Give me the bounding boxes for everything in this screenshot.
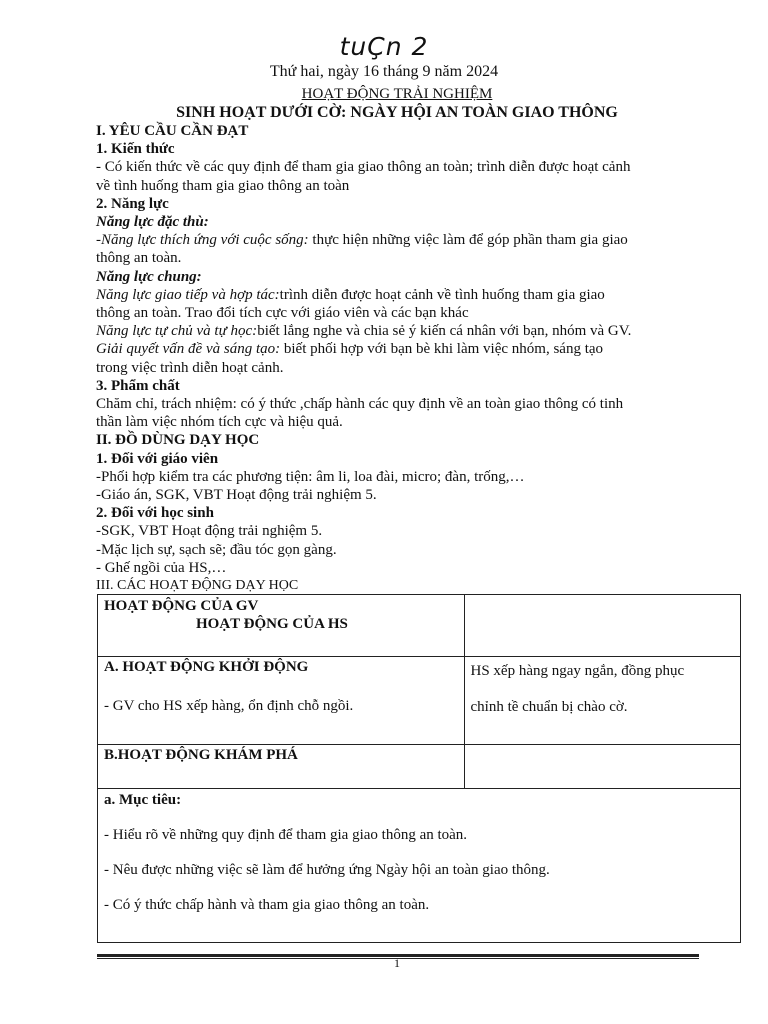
teacher-material-item: -Giáo án, SGK, VBT Hoạt động trải nghiệm 5. <box>96 487 377 504</box>
lesson-body <box>96 122 716 595</box>
objective-heading: a. Mục tiêu: <box>104 792 182 808</box>
self-study-text: biết lắng nghe và chia sẻ ý kiến cá nhân với bạn, nhóm và GV. <box>257 323 632 340</box>
week-title: tuÇn 2 <box>339 32 429 61</box>
problem-solving-line: trong việc trình diễn hoạt cảnh. <box>96 359 284 376</box>
section-requirements-heading: I. YÊU CẦU CẦN ĐẠT <box>96 123 249 139</box>
student-response-line: HS xếp hàng ngay ngắn, đồng phục <box>470 663 685 679</box>
table-cell <box>98 657 465 745</box>
explore-activity-heading: B.HOẠT ĐỘNG KHÁM PHÁ <box>104 747 298 763</box>
communication-line: thông an toàn. Trao đổi tích cực với giáo viên và các bạn khác <box>96 305 469 322</box>
specific-ability-line <box>96 231 716 249</box>
objective-line: - Nêu được những việc sẽ làm để hưởng ứng Ngày hội an toàn giao thông. <box>104 862 550 878</box>
knowledge-line: - Có kiến thức về các quy định để tham gia giao thông an toàn; trình diễn được hoạt cảnh <box>96 159 631 176</box>
activity-type-heading: HOẠT ĐỘNG TRẢI NGHIỆM <box>301 86 493 102</box>
quality-line: thần làm việc nhóm tích cực và hiệu quả. <box>96 414 343 431</box>
table-cell <box>464 657 741 745</box>
lesson-date: Thứ hai, ngày 16 tháng 9 năm 2024 <box>269 63 499 80</box>
section-materials-heading: II. ĐỒ DÙNG DẠY HỌC <box>96 432 260 449</box>
quality-line: Chăm chỉ, trách nhiệm: có ý thức ,chấp hành các quy định về an toàn giao thông có tinh <box>96 396 624 413</box>
general-ability-heading: Năng lực chung: <box>96 268 202 285</box>
student-materials-heading: 2. Đối với học sinh <box>96 505 214 522</box>
header-teacher-activity: HOẠT ĐỘNG CỦA GV <box>104 598 259 614</box>
objective-line: - Có ý thức chấp hành và tham gia giao thông an toàn. <box>104 897 430 913</box>
quality-heading: 3. Phẩm chất <box>96 377 180 394</box>
student-material-item: - Ghế ngồi của HS,… <box>96 559 227 576</box>
communication-label: Năng lực giao tiếp và hợp tác: <box>96 286 280 303</box>
table-cell <box>98 745 465 789</box>
knowledge-heading: 1. Kiến thức <box>96 141 175 158</box>
teacher-material-item: -Phối hợp kiểm tra các phương tiện: âm li, loa đài, micro; đàn, trống,… <box>96 468 525 485</box>
table-header-row <box>98 595 741 657</box>
self-study-label: Năng lực tự chủ và tự học: <box>96 323 258 340</box>
ability-heading: 2. Năng lực <box>96 195 169 212</box>
startup-activity-text: - GV cho HS xếp hàng, ổn định chỗ ngồi. <box>104 698 354 714</box>
activities-table <box>97 594 741 943</box>
table-cell-empty <box>464 745 741 789</box>
specific-ability-line: thông an toàn. <box>96 250 182 267</box>
specific-ability-text: thực hiện những việc làm để góp phần tham gia giao <box>308 232 628 249</box>
communication-line <box>96 286 716 304</box>
problem-solving-label: Giải quyết vấn đề và sáng tạo: <box>96 341 281 358</box>
table-row <box>98 789 741 943</box>
student-response-line: chỉnh tề chuẩn bị chào cờ. <box>470 699 628 715</box>
communication-text: trình diễn được hoạt cảnh về tình huống tham gia giao <box>279 286 605 303</box>
teacher-materials-heading: 1. Đối với giáo viên <box>96 450 219 467</box>
startup-activity-heading: A. HOẠT ĐỘNG KHỞI ĐỘNG <box>104 659 309 675</box>
student-material-item: -SGK, VBT Hoạt động trải nghiệm 5. <box>96 523 323 540</box>
table-header-cell-empty <box>464 595 741 657</box>
header-student-activity: HOẠT ĐỘNG CỦA HS <box>196 616 348 632</box>
section-activities-heading: III. CÁC HOẠT ĐỘNG DẠY HỌC <box>96 578 299 594</box>
knowledge-line: về tình huống tham gia giao thông an toàn <box>96 177 350 194</box>
specific-ability-heading: Năng lực đặc thù: <box>96 214 209 231</box>
table-row <box>98 657 741 745</box>
page-number: 1 <box>394 956 400 970</box>
self-study-line <box>96 322 716 340</box>
student-material-item: -Mặc lịch sự, sạch sẽ; đầu tóc gọn gàng. <box>96 541 337 558</box>
table-row <box>98 745 741 789</box>
specific-ability-label: -Năng lực thích ứng với cuộc sống: <box>96 232 309 249</box>
objective-line: - Hiểu rõ về những quy định để tham gia giao thông an toàn. <box>104 827 468 843</box>
problem-solving-text: biết phối hợp với bạn bè khi làm việc nhóm, sáng tạo <box>280 341 604 358</box>
lesson-title: SINH HOẠT DƯỚI CỜ: NGÀY HỘI AN TOÀN GIAO THÔNG <box>176 104 618 121</box>
problem-solving-line <box>96 340 716 358</box>
table-cell-merged <box>98 789 741 943</box>
table-header-cell <box>98 595 465 657</box>
